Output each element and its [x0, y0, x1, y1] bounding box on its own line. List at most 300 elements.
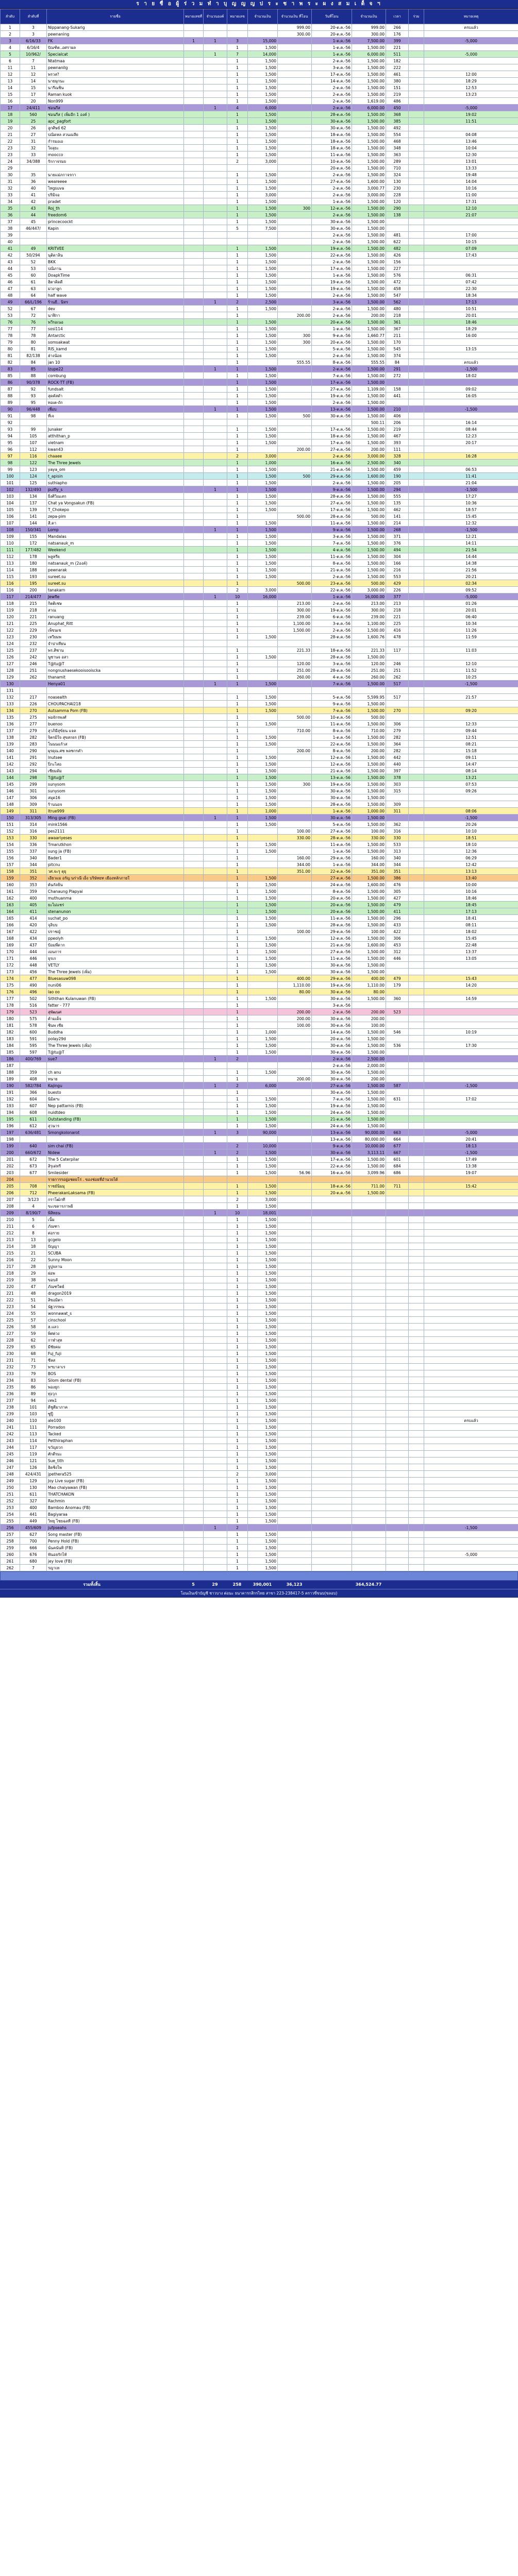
table-cell: 1,500.00	[352, 1103, 386, 1109]
column-header: วันที่โอน	[312, 9, 352, 24]
table-cell: 1	[227, 1478, 248, 1484]
table-cell: 7-ต.ค.-56	[312, 540, 352, 547]
table-row	[1, 1545, 518, 1551]
table-cell: 222	[386, 64, 409, 71]
table-cell: 1	[227, 125, 248, 131]
table-cell	[409, 1437, 424, 1444]
table-cell	[204, 1022, 227, 1029]
table-cell: 1	[227, 399, 248, 406]
table-cell: Bamboo Anomau (FB)	[47, 1504, 184, 1511]
table-cell: 17:00	[424, 232, 518, 239]
table-cell: pewnaning	[47, 31, 184, 38]
table-cell: 38	[20, 1277, 47, 1283]
table-row	[1, 1236, 518, 1243]
table-cell: 1,500	[248, 265, 278, 272]
table-cell: tanakarn	[47, 587, 184, 594]
table-cell: 230	[386, 185, 409, 192]
table-cell: 262	[386, 674, 409, 681]
table-cell	[204, 1143, 227, 1149]
table-cell	[278, 895, 312, 902]
table-cell: 1	[227, 674, 248, 681]
table-cell: กิตติเชษ	[47, 600, 184, 607]
table-cell: 80,000.00	[352, 1136, 386, 1143]
table-cell: 16:00	[424, 332, 518, 339]
table-cell	[352, 1391, 386, 1397]
table-cell	[278, 1257, 312, 1263]
table-cell	[352, 1364, 386, 1370]
table-cell: 380	[386, 78, 409, 84]
table-cell	[409, 1196, 424, 1203]
table-cell: 1,500	[248, 694, 278, 701]
table-cell	[409, 761, 424, 768]
table-cell	[204, 935, 227, 942]
table-cell: 13:46	[424, 138, 518, 145]
table-cell	[184, 1364, 204, 1370]
table-cell	[386, 1002, 409, 1009]
table-row	[1, 1397, 518, 1404]
table-cell	[424, 1196, 518, 1203]
table-cell: 1,500	[248, 1170, 278, 1176]
table-cell	[409, 1484, 424, 1491]
table-cell	[204, 828, 227, 835]
table-row	[1, 727, 518, 734]
table-cell: KRITVEE	[47, 245, 184, 252]
table-cell: ช่อนกีส	[47, 105, 184, 111]
table-cell: 1,500	[248, 259, 278, 265]
table-cell	[184, 98, 204, 105]
table-cell: 1,500	[248, 634, 278, 640]
table-cell: 300.00	[352, 31, 386, 38]
table-cell: 04:08	[424, 131, 518, 138]
table-cell: 158	[1, 868, 20, 875]
table-cell: 1	[204, 1056, 227, 1062]
table-cell	[312, 419, 352, 426]
table-cell	[352, 1545, 386, 1551]
table-cell: Fuj_fuji	[47, 1350, 184, 1357]
table-cell: 14	[20, 78, 47, 84]
table-cell: 1,500	[248, 741, 278, 748]
table-cell	[278, 754, 312, 761]
table-cell	[312, 1250, 352, 1257]
table-cell	[184, 1196, 204, 1203]
table-cell	[278, 573, 312, 580]
table-cell: พ่อจักรพงศ์	[47, 714, 184, 721]
table-cell: รักกาจรมย	[47, 158, 184, 165]
table-cell	[409, 707, 424, 714]
table-cell: 1,500	[248, 567, 278, 573]
table-cell: 461	[386, 71, 409, 78]
table-cell: 152	[1, 828, 20, 835]
table-cell	[184, 1344, 204, 1350]
table-cell	[278, 245, 312, 252]
table-cell: -1,500	[424, 1082, 518, 1089]
table-cell	[424, 1364, 518, 1370]
table-cell: 166	[1, 922, 20, 928]
table-cell: T@tu@T	[47, 774, 184, 781]
table-cell	[424, 1538, 518, 1545]
table-cell	[386, 1216, 409, 1223]
table-cell	[278, 225, 312, 232]
table-cell: 1	[227, 741, 248, 748]
table-cell	[386, 1344, 409, 1350]
table-cell: 1,500.00	[352, 547, 386, 553]
table-cell: 1,500.00	[352, 58, 386, 64]
table-cell	[409, 714, 424, 721]
table-cell: 1	[227, 995, 248, 1002]
table-cell	[424, 1002, 518, 1009]
table-cell: 126	[20, 1464, 47, 1471]
table-cell	[409, 848, 424, 855]
table-cell: 161	[1, 888, 20, 895]
table-cell: 12-ต.ค.-56	[312, 761, 352, 768]
table-cell: 1,500.00	[352, 480, 386, 486]
table-cell	[278, 1464, 312, 1471]
table-cell	[184, 198, 204, 205]
table-cell: 27-ต.ค.-56	[312, 500, 352, 506]
table-cell: 21:07	[424, 212, 518, 218]
table-cell: 10:36	[424, 500, 518, 506]
table-row	[1, 1370, 518, 1377]
table-cell	[184, 1042, 204, 1049]
table-cell: 1	[227, 948, 248, 955]
table-cell: ป้อมพี่ดาก	[47, 942, 184, 948]
table-cell	[278, 466, 312, 473]
table-row	[1, 627, 518, 634]
table-cell	[204, 647, 227, 654]
table-cell	[386, 1437, 409, 1444]
table-cell: รายการรอยู่อชดยโร่ . ของช่อยที่อำนวยได้	[47, 1176, 184, 1183]
table-cell: 195	[1, 1116, 20, 1123]
table-cell: 1	[227, 1096, 248, 1103]
table-cell	[204, 239, 227, 245]
table-cell: 636/481	[20, 1129, 47, 1136]
table-cell: 17-ต.ค.-56	[312, 426, 352, 433]
table-cell	[204, 1491, 227, 1498]
table-cell: 260.00	[278, 674, 312, 681]
table-cell: 298	[20, 774, 47, 781]
table-cell	[409, 828, 424, 835]
table-cell: 1	[227, 1076, 248, 1082]
table-cell	[204, 734, 227, 741]
table-cell: 999.00	[352, 24, 386, 31]
table-cell: 98	[20, 413, 47, 419]
table-cell: 1	[204, 366, 227, 372]
table-cell	[409, 1558, 424, 1565]
table-cell: 101	[1, 480, 20, 486]
table-cell: 13:15	[424, 346, 518, 352]
table-cell: 21	[1, 131, 20, 138]
table-cell	[184, 493, 204, 500]
table-cell: 1,500	[248, 768, 278, 774]
table-cell: 6/16/33	[20, 38, 47, 44]
table-cell: 09:11	[424, 754, 518, 761]
table-cell	[204, 225, 227, 232]
table-cell	[184, 614, 204, 620]
table-cell: Kajingu	[47, 1082, 184, 1089]
table-cell	[409, 948, 424, 955]
table-cell: 1	[227, 245, 248, 252]
table-cell: 1,500.00	[352, 948, 386, 955]
table-cell: 303	[386, 781, 409, 788]
table-cell: 116	[1, 587, 20, 594]
table-cell: สุวนาร	[47, 1123, 184, 1129]
table-cell: 2	[227, 1471, 248, 1478]
table-cell	[312, 1431, 352, 1437]
table-cell: fatter - 777	[47, 1002, 184, 1009]
table-cell: 1	[227, 727, 248, 734]
table-cell: 190	[386, 473, 409, 480]
table-row	[1, 1391, 518, 1397]
table-cell	[409, 292, 424, 299]
table-cell: 1,500	[248, 252, 278, 259]
table-cell: 205	[386, 480, 409, 486]
table-cell	[184, 306, 204, 312]
table-cell: 248	[1, 1471, 20, 1478]
table-cell	[278, 506, 312, 513]
table-cell	[278, 299, 312, 306]
table-cell	[184, 1538, 204, 1545]
table-cell: 135	[1, 714, 20, 721]
table-cell: 226	[1, 1324, 20, 1330]
table-cell	[409, 265, 424, 272]
table-cell: 251	[386, 667, 409, 674]
table-cell: 4	[227, 105, 248, 111]
table-cell: 252	[1, 1498, 20, 1504]
table-cell: 42	[20, 198, 47, 205]
table-cell: 400	[20, 1504, 47, 1511]
table-cell: 128	[1, 667, 20, 674]
table-cell	[386, 1303, 409, 1310]
table-cell: 186	[1, 1056, 20, 1062]
table-cell: 27-ต.ค.-56	[312, 178, 352, 185]
table-row	[1, 1458, 518, 1464]
table-cell: T_Chokepo	[47, 506, 184, 513]
table-cell: 1,500	[248, 1283, 278, 1290]
table-cell: 249	[1, 1478, 20, 1484]
table-cell: 133	[1, 701, 20, 707]
table-cell: cinschool	[47, 1317, 184, 1324]
table-cell	[312, 1263, 352, 1270]
table-cell: 200.00	[278, 446, 312, 453]
table-cell: 1	[204, 406, 227, 413]
table-cell: นั่นคนันทิ (FB)	[47, 1545, 184, 1551]
table-cell	[204, 1029, 227, 1036]
table-cell	[184, 279, 204, 285]
table-cell: 28-ต.ค.-56	[312, 801, 352, 808]
table-cell: 19:07	[424, 1170, 518, 1176]
table-cell	[278, 1330, 312, 1337]
table-cell: 11:41	[424, 473, 518, 480]
table-cell	[204, 1364, 227, 1370]
table-cell: 1,500.00	[352, 71, 386, 78]
table-cell	[278, 185, 312, 192]
table-cell	[409, 969, 424, 975]
table-row	[1, 1451, 518, 1458]
table-cell: 200.00	[278, 1076, 312, 1082]
table-cell	[278, 908, 312, 915]
table-cell: 1,500	[248, 245, 278, 252]
table-cell: 1	[227, 178, 248, 185]
table-row	[1, 748, 518, 754]
table-cell: 1,500	[248, 426, 278, 433]
table-cell	[204, 118, 227, 125]
table-cell	[278, 1223, 312, 1230]
table-cell: 1	[227, 721, 248, 727]
table-cell	[352, 1277, 386, 1283]
table-cell	[409, 580, 424, 587]
table-cell	[386, 1015, 409, 1022]
table-cell	[409, 1458, 424, 1464]
table-cell: dev	[47, 306, 184, 312]
table-cell	[386, 379, 409, 386]
table-cell	[409, 1156, 424, 1163]
table-cell	[184, 1531, 204, 1538]
table-cell: 1	[227, 815, 248, 821]
table-cell: 261	[1, 1558, 20, 1565]
table-cell: 462	[386, 506, 409, 513]
table-cell: 1,500	[248, 902, 278, 908]
table-cell	[278, 439, 312, 446]
table-cell: 1	[1, 24, 20, 31]
table-cell: 153	[1, 835, 20, 841]
table-cell	[278, 319, 312, 326]
table-cell: 14:44	[424, 553, 518, 560]
table-cell	[184, 419, 204, 426]
table-row	[1, 346, 518, 352]
table-cell: 1	[227, 1250, 248, 1257]
table-cell: 19	[1, 118, 20, 125]
table-cell: 433	[386, 922, 409, 928]
table-cell	[409, 754, 424, 761]
table-row	[1, 1210, 518, 1216]
table-cell	[409, 145, 424, 151]
table-cell: ขวัญยวก	[47, 1444, 184, 1451]
table-cell: 1,500	[248, 654, 278, 660]
table-cell: Autsamma Pom (FB)	[47, 707, 184, 714]
table-cell	[352, 1558, 386, 1565]
table-cell	[409, 861, 424, 868]
table-cell: ฮิตาคิดดี	[47, 279, 184, 285]
table-cell: 500.00	[278, 714, 312, 721]
table-cell: 15:43	[424, 975, 518, 982]
table-row	[1, 1170, 518, 1176]
table-cell	[409, 600, 424, 607]
table-cell	[278, 694, 312, 701]
table-cell	[184, 1504, 204, 1511]
table-cell: พวีรอเนอ	[47, 319, 184, 326]
table-cell: 290	[386, 205, 409, 212]
table-cell: 1,500	[248, 1123, 278, 1129]
table-cell: 124	[1, 640, 20, 647]
table-cell	[204, 607, 227, 614]
table-cell	[204, 185, 227, 192]
table-cell: zepa-pim	[47, 513, 184, 520]
table-cell: 1,500	[248, 942, 278, 948]
table-row	[1, 480, 518, 486]
table-cell	[184, 1029, 204, 1036]
table-cell: 1,500	[248, 1384, 278, 1391]
table-cell	[184, 326, 204, 332]
table-cell: Anuphat_Ritt	[47, 620, 184, 627]
table-cell	[409, 915, 424, 922]
table-cell	[386, 1123, 409, 1129]
table-cell	[424, 1236, 518, 1243]
table-row	[1, 386, 518, 393]
table-cell: 2	[227, 453, 248, 460]
table-row	[1, 105, 518, 111]
table-cell: ช่อนกีส ( เพิ่มอีก 1 องค์ )	[47, 111, 184, 118]
table-cell	[409, 1451, 424, 1458]
table-cell	[204, 1511, 227, 1518]
table-cell: 39	[1, 232, 20, 239]
table-cell: 218	[386, 312, 409, 319]
table-cell	[184, 386, 204, 393]
table-cell: 306	[20, 794, 47, 801]
table-cell	[386, 989, 409, 995]
table-cell: 150	[1, 815, 20, 821]
table-cell	[204, 553, 227, 560]
table-cell	[278, 1062, 312, 1069]
table-cell	[20, 239, 47, 245]
table-cell	[184, 969, 204, 975]
table-cell: 1,500.00	[352, 527, 386, 533]
table-cell: 43	[20, 205, 47, 212]
table-cell: The Three Jewels	[47, 460, 184, 466]
table-cell: Tmarutkhon	[47, 841, 184, 848]
table-cell: 8/190/7	[20, 1210, 47, 1216]
table-cell: 151	[1, 821, 20, 828]
table-row	[1, 1565, 518, 1571]
table-cell	[352, 1210, 386, 1216]
table-cell	[352, 1458, 386, 1464]
table-cell	[278, 91, 312, 98]
table-row	[1, 794, 518, 801]
table-cell	[278, 1297, 312, 1303]
table-cell: 78	[1, 332, 20, 339]
table-cell	[409, 1324, 424, 1330]
table-cell	[386, 1257, 409, 1263]
table-cell: 17:13	[424, 299, 518, 306]
table-cell: sunysom	[47, 788, 184, 794]
table-cell	[409, 1524, 424, 1531]
table-cell: 06:53	[424, 466, 518, 473]
table-cell: 6	[20, 1223, 47, 1230]
table-cell: 1	[227, 1451, 248, 1458]
table-cell: 17-ต.ค.-56	[312, 71, 352, 78]
table-cell: 10-ต.ค.-56	[312, 714, 352, 721]
table-cell	[204, 1103, 227, 1109]
table-cell	[409, 694, 424, 701]
table-cell	[312, 1210, 352, 1216]
table-cell: 1	[204, 815, 227, 821]
table-cell: 06:40	[424, 614, 518, 620]
table-cell	[278, 761, 312, 768]
table-cell	[204, 1089, 227, 1096]
table-cell: 1,500.00	[352, 1190, 386, 1196]
table-cell	[424, 352, 518, 359]
table-row	[1, 714, 518, 721]
table-cell: 305	[386, 888, 409, 895]
table-row	[1, 426, 518, 433]
table-cell: 440	[386, 761, 409, 768]
table-cell	[184, 580, 204, 587]
table-cell: 1,500.00	[352, 292, 386, 299]
table-cell: 1,500	[248, 1042, 278, 1049]
table-cell: 1,500	[248, 1350, 278, 1357]
table-cell	[386, 1069, 409, 1076]
table-row	[1, 875, 518, 882]
table-cell: 3-ต.ค.-56	[312, 533, 352, 540]
